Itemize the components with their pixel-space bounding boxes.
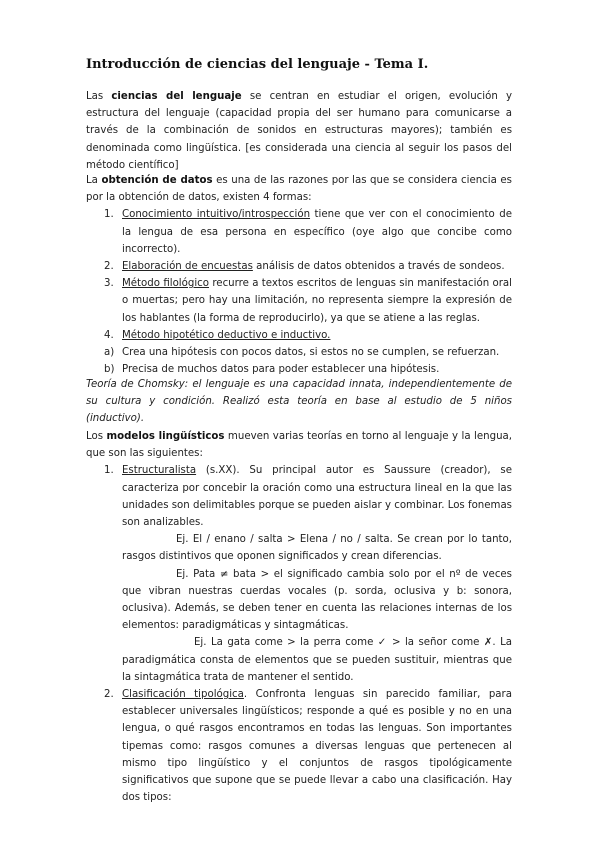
models-pre: Los xyxy=(86,431,107,442)
list-number: 1. xyxy=(104,209,114,221)
list-item xyxy=(86,258,512,275)
list-number: 3. xyxy=(104,278,114,290)
intro-paragraph xyxy=(86,88,512,174)
example-3: Ej. La gata come > la perra come ✓ > la señor come ✗. La paradigmática consta de elementos que se pueden sustituir, mientras que la sintagmática trata de mantener el sentido. xyxy=(122,637,512,683)
data-bold-term: obtención de datos xyxy=(101,175,213,186)
intro-post: se centran en estudiar el origen, evolución y estructura del lenguaje (capacidad propia del ser humano para comunicarse a través de la combinación de sonidos en estructuras mayores); también es denominada como lingüística. [es considerada una ciencia al seguir los pasos del método científico] xyxy=(86,91,512,171)
list-number: 1. xyxy=(104,465,114,477)
list-item xyxy=(86,206,512,258)
data-section xyxy=(86,172,512,378)
chomsky-text: Teoría de Chomsky: el lenguaje es una capacidad innata, independientemente de su cultura y condición. Realizó esta teoría en base al estudio de 5 niños (inductivo). xyxy=(86,379,512,425)
list-term: Método hipotético deductivo e inductivo. xyxy=(122,329,331,341)
data-paragraph xyxy=(86,172,512,206)
example-1: Ej. El / enano / salta > Elena / no / salta. Se crean por lo tanto, rasgos distintivos que oponen significados y crean diferencias. xyxy=(122,534,512,563)
intro-pre: Las xyxy=(86,91,112,102)
list-number: 2. xyxy=(104,689,114,701)
list-term: Método filológico xyxy=(122,278,209,290)
list-term: Estructuralista xyxy=(122,465,197,477)
models-bold-term: modelos lingüísticos xyxy=(106,431,225,442)
list-text: tiene que ver con el conocimiento de la lengua de esa persona en específico (oye algo que concibe como incorrecto). xyxy=(122,209,512,255)
models-list xyxy=(86,462,512,806)
sub-item-label: a) xyxy=(104,347,115,359)
list-item xyxy=(86,462,512,686)
models-post: mueven varias teorías en torno al lenguaje y la lengua, que son las siguientes: xyxy=(86,431,513,460)
data-post: es una de las razones por las que se considera ciencia es por la obtención de datos, existen 4 formas: xyxy=(86,175,512,204)
list-term: Conocimiento intuitivo/introspección xyxy=(122,209,311,221)
forms-list xyxy=(86,206,512,344)
list-text: análisis de datos obtenidos a través de sondeos. xyxy=(252,261,505,273)
list-item xyxy=(86,686,512,806)
sub-item-text: Crea una hipótesis con pocos datos, si estos no se cumplen, se refuerzan. xyxy=(122,347,500,359)
list-term: Elaboración de encuestas xyxy=(122,261,253,273)
document-title: Introducción de ciencias del lenguaje - Tema I. xyxy=(86,57,429,72)
hypothesis-sublist xyxy=(86,344,512,378)
list-item xyxy=(86,327,512,344)
example-2: Ej. Pata ≠ bata > el significado cambia solo por el nº de veces que vibran nuestras cuerdas vocales (p. sorda, oclusiva y b: sonora, oclusiva). Además, se deben tener en cuenta las relaciones internas de los elementos: paradigmáticas y sintagmáticas. xyxy=(122,568,512,632)
list-number: 4. xyxy=(104,329,114,341)
list-text: . Confronta lenguas sin parecido familiar, para establecer universales lingüísticos; responde a qué es posible y no en una lengua, o qué rasgos encontramos en todas las lenguas. Son importantes tipemas como: rasgos comunes a diversas lenguas que pertenecen al mismo tipo lingüístico y el conjuntos de rasgos tipológicamente significativos que supone que se puede llevar a cabo una clasificación. Hay dos tipos: xyxy=(122,689,512,804)
sub-item-text: Precisa de muchos datos para poder establecer una hipótesis. xyxy=(122,364,440,376)
sub-item-label: b) xyxy=(104,364,115,376)
list-text: recurre a textos escritos de lenguas sin manifestación oral o muertas; pero hay una limitación, no representa siempre la expresión de los hablantes (la forma de reproducirlo), ya que se atiene a las reglas. xyxy=(122,278,512,324)
chomsky-paragraph xyxy=(86,376,512,428)
model-description xyxy=(104,686,512,806)
list-number: 2. xyxy=(104,261,114,273)
sub-item xyxy=(86,344,512,361)
models-section xyxy=(86,428,512,806)
list-item xyxy=(86,275,512,327)
data-pre: La xyxy=(86,175,102,186)
list-text: (s.XX). Su principal autor es Saussure (creador), se caracteriza por concebir la oración como una estructura lineal en la que las unidades son delimitables porque se pueden aislar y combinar. Los fonemas son analizables. xyxy=(122,465,512,529)
list-term: Clasificación tipológica xyxy=(122,689,244,701)
model-description xyxy=(104,462,512,531)
models-paragraph xyxy=(86,428,512,462)
intro-bold-term: ciencias del lenguaje xyxy=(111,91,242,102)
